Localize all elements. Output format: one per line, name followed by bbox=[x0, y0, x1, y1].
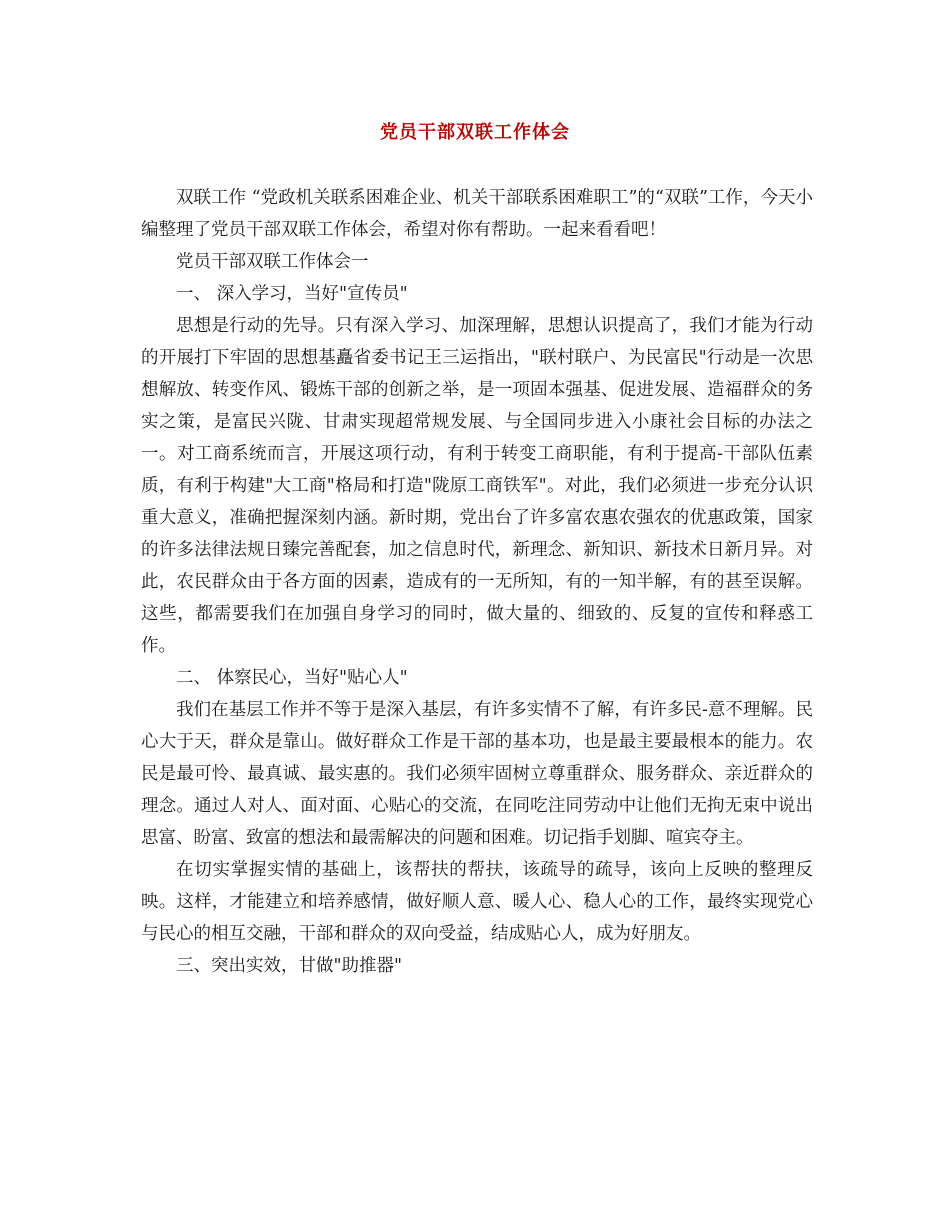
subsection-heading-2: 二、 体察民心，当好"贴心人" bbox=[176, 668, 408, 688]
document-body bbox=[141, 182, 813, 982]
section-heading: 党员干部双联工作体会一 bbox=[176, 252, 369, 272]
intro-paragraph: 双联工作 “党政机关联系困难企业、机关干部联系困难职工”的“双联”工作，今天小编整理了党员干部双联工作体会，希望对你有帮助。一起来看看吧！ bbox=[141, 188, 813, 240]
document-title: 党员干部双联工作体会 bbox=[380, 122, 570, 143]
body-paragraph: 我们在基层工作并不等于是深入基层，有许多实情不了解，有许多民-意不理解。民心大于天，群众是靠山。做好群众工作是干部的基本功，也是最主要最根本的能力。农民是最可怜、最真诚、最实惠的。我们必须牢固树立尊重群众、服务群众、亲近群众的理念。通过人对人、面对面、心贴心的交流，在同吃注同劳动中让他们无拘无束中说出思富、盼富、致富的想法和最需解决的问题和困难。切记指手划脚、喧宾夺主。 bbox=[141, 700, 813, 848]
subsection-heading-1: 一、 深入学习，当好"宣传员" bbox=[176, 284, 408, 304]
body-paragraph: 思想是行动的先导。只有深入学习、加深理解，思想认识提高了，我们才能为行动的开展打下牢固的思想基矗省委书记王三运指出，"联村联户、为民富民"行动是一次思想解放、转变作风、锻炼干部的创新之举，是一项固本强基、促进发展、造福群众的务实之策，是富民兴陇、甘肃实现超常规发展、与全国同步进入小康社会目标的办法之一。对工商系统而言，开展这项行动，有利于转变工商职能，有利于提高-干部队伍素质，有利于构建"大工商"格局和打造"陇原工商铁军"。对此，我们必须进一步充分认识重大意义，准确把握深刻内涵。新时期，党出台了许多富农惠农强农的优惠政策，国家的许多法律法规日臻完善配套，加之信息时代，新理念、新知识、新技术日新月异。对此，农民群众由于各方面的因素，造成有的一无所知，有的一知半解，有的甚至误解。这些，都需要我们在加强自身学习的同时，做大量的、细致的、反复的宣传和释惑工作。 bbox=[141, 316, 813, 656]
subsection-heading-3: 三、突出实效，甘做"助推器" bbox=[176, 956, 403, 976]
body-paragraph: 在切实掌握实情的基础上，该帮扶的帮扶，该疏导的疏导，该向上反映的整理反映。这样，才能建立和培养感情，做好顺人意、暖人心、稳人心的工作，最终实现党心与民心的相互交融，干部和群众的双向受益，结成贴心人，成为好朋友。 bbox=[141, 860, 813, 944]
